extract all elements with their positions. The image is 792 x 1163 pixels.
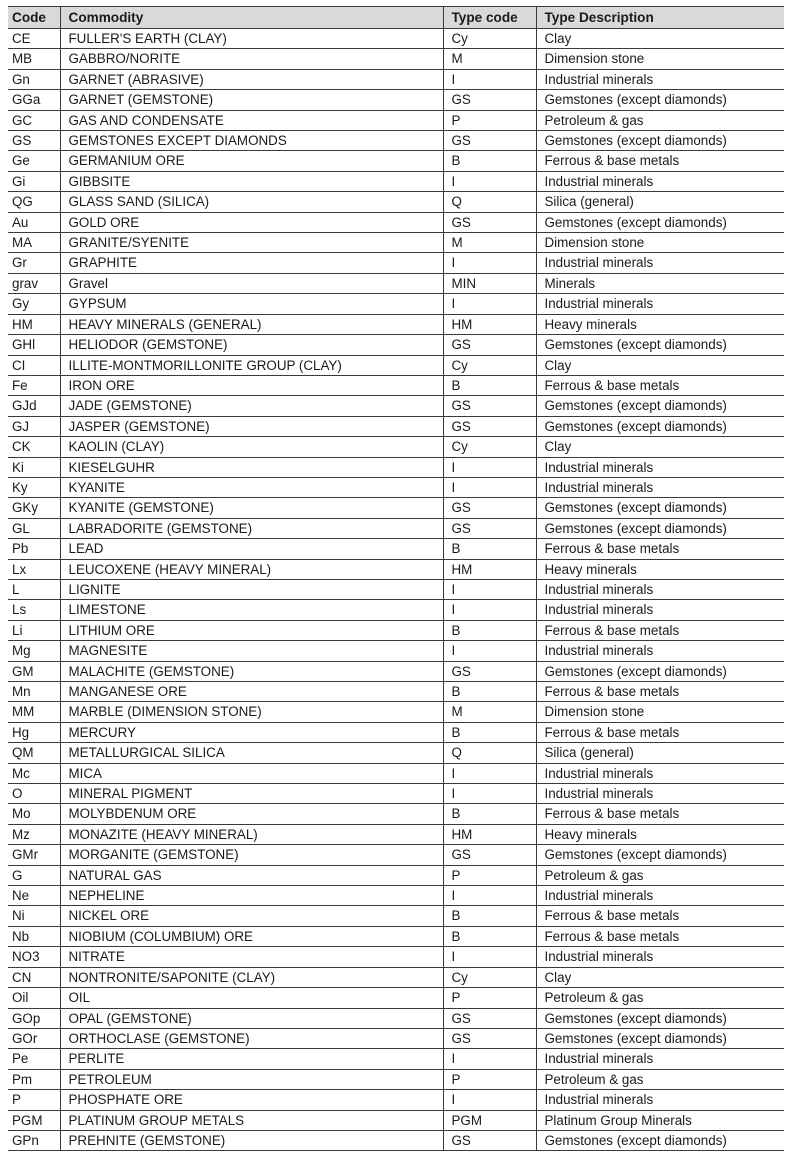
table-row (8, 600, 784, 620)
cell-commodity: NITRATE (60, 947, 443, 967)
cell-type-code: I (443, 784, 536, 804)
cell-code: L (8, 579, 60, 599)
cell-commodity: GLASS SAND (SILICA) (60, 192, 443, 212)
cell-type-code: HM (443, 314, 536, 334)
cell-type-description: Industrial minerals (536, 641, 784, 661)
cell-type-code: P (443, 865, 536, 885)
cell-code: Ni (8, 906, 60, 926)
cell-code: Ls (8, 600, 60, 620)
cell-type-code: GS (443, 1130, 536, 1150)
cell-code: GC (8, 110, 60, 130)
table-row (8, 518, 784, 538)
cell-type-description: Clay (536, 29, 784, 49)
cell-code: GM (8, 661, 60, 681)
cell-code: Fe (8, 375, 60, 395)
cell-code: CK (8, 437, 60, 457)
cell-code: Pe (8, 1049, 60, 1069)
cell-type-description: Gemstones (except diamonds) (536, 661, 784, 681)
cell-type-code: P (443, 1069, 536, 1089)
cell-code: MA (8, 233, 60, 253)
cell-type-code: M (443, 702, 536, 722)
cell-commodity: LIGNITE (60, 579, 443, 599)
table-row (8, 192, 784, 212)
cell-code: GGa (8, 90, 60, 110)
cell-type-code: GS (443, 1008, 536, 1028)
cell-type-code: HM (443, 559, 536, 579)
cell-code: Ne (8, 886, 60, 906)
cell-code: CE (8, 29, 60, 49)
cell-type-description: Industrial minerals (536, 294, 784, 314)
table-row (8, 906, 784, 926)
cell-type-code: I (443, 947, 536, 967)
cell-type-code: Cy (443, 967, 536, 987)
cell-commodity: GAS AND CONDENSATE (60, 110, 443, 130)
commodity-table (8, 6, 784, 1151)
cell-commodity: GARNET (ABRASIVE) (60, 69, 443, 89)
cell-type-description: Industrial minerals (536, 171, 784, 191)
cell-type-description: Gemstones (except diamonds) (536, 1028, 784, 1048)
table-row (8, 702, 784, 722)
cell-code: grav (8, 273, 60, 293)
cell-type-description: Industrial minerals (536, 886, 784, 906)
table-row (8, 90, 784, 110)
table-row (8, 314, 784, 334)
cell-type-description: Heavy minerals (536, 314, 784, 334)
cell-commodity: HEAVY MINERALS (GENERAL) (60, 314, 443, 334)
cell-code: Mc (8, 763, 60, 783)
cell-type-code: GS (443, 396, 536, 416)
cell-type-description: Ferrous & base metals (536, 682, 784, 702)
cell-type-code: I (443, 69, 536, 89)
cell-type-description: Industrial minerals (536, 947, 784, 967)
cell-commodity: OPAL (GEMSTONE) (60, 1008, 443, 1028)
cell-type-description: Petroleum & gas (536, 1069, 784, 1089)
cell-type-code: GS (443, 335, 536, 355)
cell-type-description: Heavy minerals (536, 559, 784, 579)
cell-type-code: I (443, 457, 536, 477)
cell-code: QM (8, 743, 60, 763)
table-row (8, 845, 784, 865)
cell-commodity: MARBLE (DIMENSION STONE) (60, 702, 443, 722)
cell-code: Ge (8, 151, 60, 171)
cell-code: Ky (8, 477, 60, 497)
cell-commodity: LEAD (60, 539, 443, 559)
cell-code: O (8, 784, 60, 804)
cell-commodity: JASPER (GEMSTONE) (60, 416, 443, 436)
cell-commodity: JADE (GEMSTONE) (60, 396, 443, 416)
cell-code: GJ (8, 416, 60, 436)
cell-code: GPn (8, 1130, 60, 1150)
cell-type-description: Gemstones (except diamonds) (536, 335, 784, 355)
cell-type-description: Industrial minerals (536, 784, 784, 804)
cell-type-description: Industrial minerals (536, 1049, 784, 1069)
cell-commodity: PHOSPHATE ORE (60, 1090, 443, 1110)
cell-type-code: I (443, 171, 536, 191)
cell-commodity: LEUCOXENE (HEAVY MINERAL) (60, 559, 443, 579)
cell-commodity: KYANITE (GEMSTONE) (60, 498, 443, 518)
cell-type-code: I (443, 294, 536, 314)
cell-type-code: I (443, 253, 536, 273)
header-row (8, 7, 784, 29)
table-row (8, 886, 784, 906)
cell-commodity: NIOBIUM (COLUMBIUM) ORE (60, 926, 443, 946)
table-row (8, 294, 784, 314)
table-row (8, 865, 784, 885)
cell-commodity: ILLITE-MONTMORILLONITE GROUP (CLAY) (60, 355, 443, 375)
cell-code: Lx (8, 559, 60, 579)
table-row (8, 1090, 784, 1110)
cell-type-description: Ferrous & base metals (536, 906, 784, 926)
table-row (8, 457, 784, 477)
cell-type-description: Dimension stone (536, 49, 784, 69)
cell-commodity: METALLURGICAL SILICA (60, 743, 443, 763)
table-row (8, 437, 784, 457)
table-row (8, 926, 784, 946)
cell-commodity: LITHIUM ORE (60, 620, 443, 640)
cell-commodity: LIMESTONE (60, 600, 443, 620)
cell-type-code: GS (443, 212, 536, 232)
cell-commodity: KIESELGUHR (60, 457, 443, 477)
cell-type-description: Gemstones (except diamonds) (536, 498, 784, 518)
cell-type-description: Heavy minerals (536, 824, 784, 844)
table-row (8, 824, 784, 844)
cell-commodity: GARNET (GEMSTONE) (60, 90, 443, 110)
cell-type-description: Silica (general) (536, 192, 784, 212)
cell-type-code: I (443, 641, 536, 661)
table-row (8, 743, 784, 763)
cell-code: GMr (8, 845, 60, 865)
cell-type-code: M (443, 233, 536, 253)
cell-code: GHl (8, 335, 60, 355)
cell-type-code: Q (443, 192, 536, 212)
cell-type-description: Silica (general) (536, 743, 784, 763)
table-row (8, 559, 784, 579)
cell-type-code: GS (443, 131, 536, 151)
cell-type-description: Minerals (536, 273, 784, 293)
cell-type-code: P (443, 988, 536, 1008)
cell-type-code: GS (443, 90, 536, 110)
cell-type-code: HM (443, 824, 536, 844)
cell-commodity: GEMSTONES EXCEPT DIAMONDS (60, 131, 443, 151)
table-row (8, 396, 784, 416)
cell-commodity: MOLYBDENUM ORE (60, 804, 443, 824)
table-row (8, 1028, 784, 1048)
cell-commodity: MERCURY (60, 722, 443, 742)
table-row (8, 947, 784, 967)
table-row (8, 661, 784, 681)
cell-type-description: Petroleum & gas (536, 988, 784, 1008)
table-row (8, 110, 784, 130)
column-header-code: Code (8, 7, 60, 29)
table-row (8, 620, 784, 640)
cell-commodity: GIBBSITE (60, 171, 443, 191)
table-row (8, 253, 784, 273)
cell-code: Hg (8, 722, 60, 742)
cell-type-code: Cy (443, 355, 536, 375)
cell-type-code: I (443, 600, 536, 620)
cell-commodity: GYPSUM (60, 294, 443, 314)
cell-type-description: Industrial minerals (536, 457, 784, 477)
cell-type-code: B (443, 722, 536, 742)
cell-type-code: I (443, 763, 536, 783)
cell-commodity: Gravel (60, 273, 443, 293)
cell-type-code: GS (443, 845, 536, 865)
cell-code: HM (8, 314, 60, 334)
cell-code: GL (8, 518, 60, 538)
cell-code: Li (8, 620, 60, 640)
cell-type-description: Industrial minerals (536, 600, 784, 620)
cell-commodity: NEPHELINE (60, 886, 443, 906)
cell-type-description: Ferrous & base metals (536, 804, 784, 824)
cell-code: Gy (8, 294, 60, 314)
table-row (8, 1130, 784, 1150)
cell-type-description: Gemstones (except diamonds) (536, 1130, 784, 1150)
cell-commodity: GABBRO/NORITE (60, 49, 443, 69)
cell-commodity: PERLITE (60, 1049, 443, 1069)
cell-commodity: GRAPHITE (60, 253, 443, 273)
cell-code: Pm (8, 1069, 60, 1089)
cell-type-description: Petroleum & gas (536, 110, 784, 130)
table-row (8, 151, 784, 171)
cell-code: CN (8, 967, 60, 987)
cell-code: PGM (8, 1110, 60, 1130)
cell-code: NO3 (8, 947, 60, 967)
cell-code: Mz (8, 824, 60, 844)
cell-type-code: I (443, 579, 536, 599)
cell-type-description: Ferrous & base metals (536, 620, 784, 640)
table-row (8, 335, 784, 355)
cell-commodity: MORGANITE (GEMSTONE) (60, 845, 443, 865)
table-row (8, 131, 784, 151)
cell-code: Gr (8, 253, 60, 273)
cell-code: Au (8, 212, 60, 232)
cell-type-description: Platinum Group Minerals (536, 1110, 784, 1130)
table-row (8, 1008, 784, 1028)
cell-type-code: B (443, 804, 536, 824)
cell-type-description: Gemstones (except diamonds) (536, 212, 784, 232)
cell-type-description: Gemstones (except diamonds) (536, 518, 784, 538)
cell-type-code: B (443, 151, 536, 171)
cell-commodity: PREHNITE (GEMSTONE) (60, 1130, 443, 1150)
cell-commodity: MALACHITE (GEMSTONE) (60, 661, 443, 681)
cell-code: Mg (8, 641, 60, 661)
table-row (8, 1069, 784, 1089)
cell-type-code: Q (443, 743, 536, 763)
cell-commodity: MICA (60, 763, 443, 783)
table-row (8, 171, 784, 191)
column-header-type-description: Type Description (536, 7, 784, 29)
cell-code: Gn (8, 69, 60, 89)
table-row (8, 763, 784, 783)
cell-type-code: I (443, 886, 536, 906)
cell-type-description: Clay (536, 967, 784, 987)
cell-commodity: NATURAL GAS (60, 865, 443, 885)
cell-commodity: MINERAL PIGMENT (60, 784, 443, 804)
cell-commodity: NONTRONITE/SAPONITE (CLAY) (60, 967, 443, 987)
cell-type-code: Cy (443, 29, 536, 49)
cell-commodity: KYANITE (60, 477, 443, 497)
table-row (8, 477, 784, 497)
table-row (8, 69, 784, 89)
cell-type-description: Ferrous & base metals (536, 926, 784, 946)
table-row (8, 233, 784, 253)
cell-code: Oil (8, 988, 60, 1008)
table-row (8, 539, 784, 559)
cell-type-description: Gemstones (except diamonds) (536, 845, 784, 865)
cell-commodity: PETROLEUM (60, 1069, 443, 1089)
commodity-table-container (8, 6, 784, 1151)
cell-code: MB (8, 49, 60, 69)
cell-type-code: B (443, 375, 536, 395)
cell-type-description: Clay (536, 437, 784, 457)
table-body (8, 29, 784, 1151)
cell-commodity: GOLD ORE (60, 212, 443, 232)
cell-type-code: I (443, 1090, 536, 1110)
cell-commodity: FULLER'S EARTH (CLAY) (60, 29, 443, 49)
table-row (8, 498, 784, 518)
cell-commodity: OIL (60, 988, 443, 1008)
cell-type-code: Cy (443, 437, 536, 457)
cell-type-description: Industrial minerals (536, 69, 784, 89)
cell-type-description: Industrial minerals (536, 253, 784, 273)
table-row (8, 1049, 784, 1069)
cell-commodity: HELIODOR (GEMSTONE) (60, 335, 443, 355)
table-row (8, 579, 784, 599)
cell-code: Gi (8, 171, 60, 191)
cell-type-code: B (443, 926, 536, 946)
cell-type-description: Industrial minerals (536, 763, 784, 783)
cell-type-code: GS (443, 661, 536, 681)
cell-type-code: M (443, 49, 536, 69)
table-row (8, 784, 784, 804)
table-row (8, 722, 784, 742)
cell-type-description: Clay (536, 355, 784, 375)
cell-code: Nb (8, 926, 60, 946)
cell-commodity: KAOLIN (CLAY) (60, 437, 443, 457)
cell-type-description: Petroleum & gas (536, 865, 784, 885)
cell-type-code: GS (443, 416, 536, 436)
cell-type-description: Dimension stone (536, 233, 784, 253)
cell-type-code: GS (443, 498, 536, 518)
cell-type-code: MIN (443, 273, 536, 293)
cell-code: P (8, 1090, 60, 1110)
cell-type-code: I (443, 477, 536, 497)
cell-type-description: Ferrous & base metals (536, 375, 784, 395)
cell-commodity: MAGNESITE (60, 641, 443, 661)
table-row (8, 416, 784, 436)
table-row (8, 641, 784, 661)
table-row (8, 273, 784, 293)
cell-code: GOp (8, 1008, 60, 1028)
cell-type-code: P (443, 110, 536, 130)
cell-commodity: IRON ORE (60, 375, 443, 395)
cell-commodity: ORTHOCLASE (GEMSTONE) (60, 1028, 443, 1048)
cell-commodity: MONAZITE (HEAVY MINERAL) (60, 824, 443, 844)
cell-type-description: Ferrous & base metals (536, 722, 784, 742)
cell-code: G (8, 865, 60, 885)
cell-type-code: I (443, 1049, 536, 1069)
cell-commodity: LABRADORITE (GEMSTONE) (60, 518, 443, 538)
cell-commodity: NICKEL ORE (60, 906, 443, 926)
cell-code: Mn (8, 682, 60, 702)
cell-type-code: B (443, 620, 536, 640)
table-row (8, 804, 784, 824)
cell-type-description: Gemstones (except diamonds) (536, 396, 784, 416)
cell-type-description: Industrial minerals (536, 1090, 784, 1110)
cell-type-code: GS (443, 1028, 536, 1048)
cell-type-description: Industrial minerals (536, 477, 784, 497)
cell-code: Mo (8, 804, 60, 824)
cell-code: MM (8, 702, 60, 722)
cell-type-description: Gemstones (except diamonds) (536, 1008, 784, 1028)
cell-code: QG (8, 192, 60, 212)
cell-type-code: GS (443, 518, 536, 538)
cell-code: GOr (8, 1028, 60, 1048)
cell-type-code: B (443, 906, 536, 926)
table-row (8, 682, 784, 702)
table-row (8, 1110, 784, 1130)
cell-type-description: Dimension stone (536, 702, 784, 722)
table-header (8, 7, 784, 29)
cell-type-description: Gemstones (except diamonds) (536, 416, 784, 436)
cell-type-description: Industrial minerals (536, 579, 784, 599)
cell-code: GJd (8, 396, 60, 416)
cell-code: CI (8, 355, 60, 375)
table-row (8, 967, 784, 987)
table-row (8, 212, 784, 232)
table-row (8, 29, 784, 49)
cell-type-code: PGM (443, 1110, 536, 1130)
cell-type-description: Ferrous & base metals (536, 151, 784, 171)
column-header-type-code: Type code (443, 7, 536, 29)
cell-code: Ki (8, 457, 60, 477)
cell-commodity: MANGANESE ORE (60, 682, 443, 702)
cell-type-description: Ferrous & base metals (536, 539, 784, 559)
cell-commodity: PLATINUM GROUP METALS (60, 1110, 443, 1130)
cell-commodity: GRANITE/SYENITE (60, 233, 443, 253)
cell-type-description: Gemstones (except diamonds) (536, 90, 784, 110)
cell-type-code: B (443, 539, 536, 559)
cell-code: GKy (8, 498, 60, 518)
table-row (8, 988, 784, 1008)
cell-type-code: B (443, 682, 536, 702)
table-row (8, 355, 784, 375)
cell-type-description: Gemstones (except diamonds) (536, 131, 784, 151)
column-header-commodity: Commodity (60, 7, 443, 29)
table-row (8, 49, 784, 69)
table-row (8, 375, 784, 395)
cell-code: Pb (8, 539, 60, 559)
cell-code: GS (8, 131, 60, 151)
cell-commodity: GERMANIUM ORE (60, 151, 443, 171)
